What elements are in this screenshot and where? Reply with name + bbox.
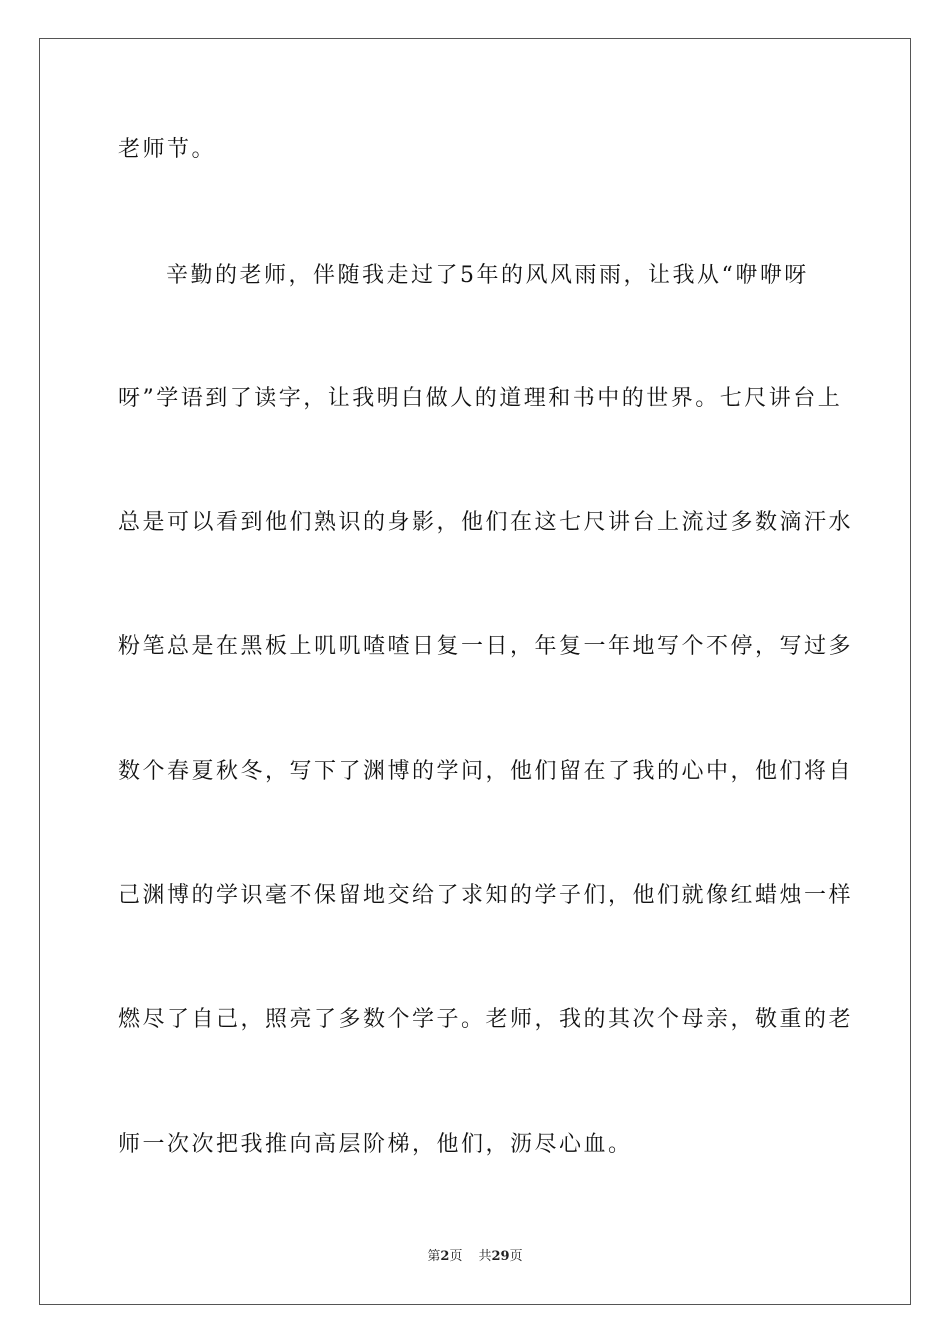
page-footer <box>0 1248 950 1266</box>
paragraph-line-9: 师一次次把我推向高层阶梯，他们，沥尽心血。 <box>118 1132 633 1157</box>
paragraph-line-6: 数个春夏秋冬，写下了渊博的学问，他们留在了我的心中，他们将自 <box>118 759 854 784</box>
page-suffix: 页 <box>449 1249 463 1264</box>
paragraph-line-3: 呀”学语到了读字，让我明白做人的道理和书中的世界。七尺讲台上 <box>118 386 843 411</box>
page-border <box>39 38 911 1305</box>
paragraph-line-1: 老师节。 <box>118 137 217 162</box>
paragraph-line-4: 总是可以看到他们熟识的身影，他们在这七尺讲台上流过多数滴汗水 <box>118 510 854 535</box>
paragraph-line-8: 燃尽了自己，照亮了多数个学子。老师，我的其次个母亲，敬重的老 <box>118 1007 854 1032</box>
total-suffix: 页 <box>509 1249 523 1264</box>
paragraph-line-5: 粉笔总是在黑板上叽叽喳喳日复一日，年复一年地写个不停，写过多 <box>118 634 854 659</box>
total-prefix: 共 <box>478 1249 492 1264</box>
paragraph-line-7: 己渊博的学识毫不保留地交给了求知的学子们，他们就像红蜡烛一样 <box>118 883 854 908</box>
page-prefix: 第 <box>427 1249 441 1264</box>
paragraph-line-2: 辛勤的老师，伴随我走过了5年的风风雨雨，让我从“咿咿呀 <box>166 263 809 288</box>
page-number: 2 <box>440 1249 450 1264</box>
total-pages: 29 <box>491 1249 510 1264</box>
